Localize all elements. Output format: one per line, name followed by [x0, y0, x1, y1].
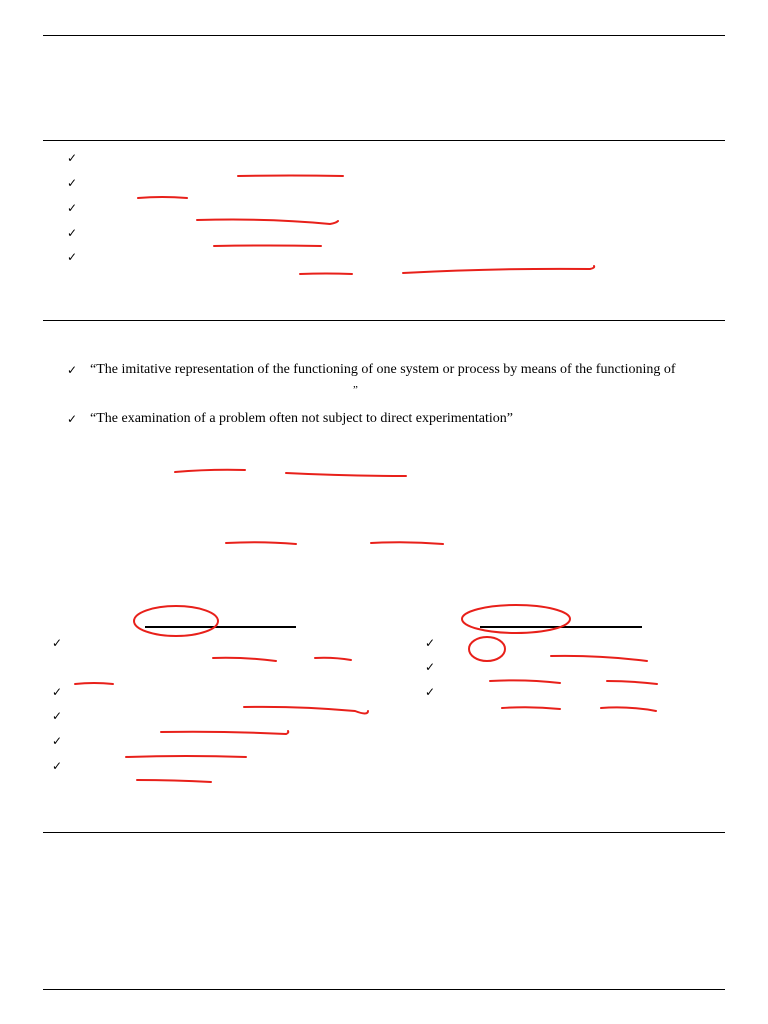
check-icon: ✓: [425, 636, 436, 650]
red-underline: [286, 473, 406, 476]
red-underline: [403, 266, 594, 273]
red-circle: [469, 637, 505, 661]
definition-quote-2: “The examination of a problem often not subject to direct experimentation”: [90, 411, 513, 426]
red-circle: [462, 605, 570, 633]
red-underline: [244, 707, 368, 714]
red-underline: [551, 656, 647, 661]
red-underline: [607, 681, 657, 684]
red-underline: [175, 470, 245, 472]
red-underline: [161, 731, 288, 734]
red-underline: [213, 658, 276, 661]
check-icon: ✓: [425, 685, 436, 699]
red-underline: [601, 707, 656, 711]
red-underline: [197, 220, 338, 225]
check-icon: ✓: [52, 636, 63, 650]
check-icon: ✓: [52, 709, 63, 723]
closing-quote: ”: [353, 384, 358, 396]
red-underline: [126, 756, 246, 757]
check-icon: ✓: [67, 412, 78, 426]
check-icon: ✓: [52, 685, 63, 699]
check-icon: ✓: [67, 151, 78, 165]
red-underline: [214, 246, 321, 247]
check-icon: ✓: [67, 363, 78, 377]
red-underline: [300, 274, 352, 275]
red-underline: [371, 542, 443, 544]
check-icon: ✓: [67, 201, 78, 215]
red-underline: [490, 680, 560, 683]
definition-quote-1: “The imitative representation of the functioning of one system or process by means of the functioning of: [90, 362, 676, 377]
check-icon: ✓: [425, 660, 436, 674]
red-circle: [134, 606, 218, 636]
red-underline: [502, 707, 560, 709]
red-underline: [238, 176, 343, 177]
red-underline: [226, 542, 296, 544]
check-icon: ✓: [52, 734, 63, 748]
red-underline: [315, 658, 351, 660]
check-icon: ✓: [67, 250, 78, 264]
red-underline: [137, 780, 211, 782]
red-underline: [138, 197, 187, 198]
red-underline: [75, 683, 113, 684]
check-icon: ✓: [67, 176, 78, 190]
check-icon: ✓: [67, 226, 78, 240]
check-icon: ✓: [52, 759, 63, 773]
